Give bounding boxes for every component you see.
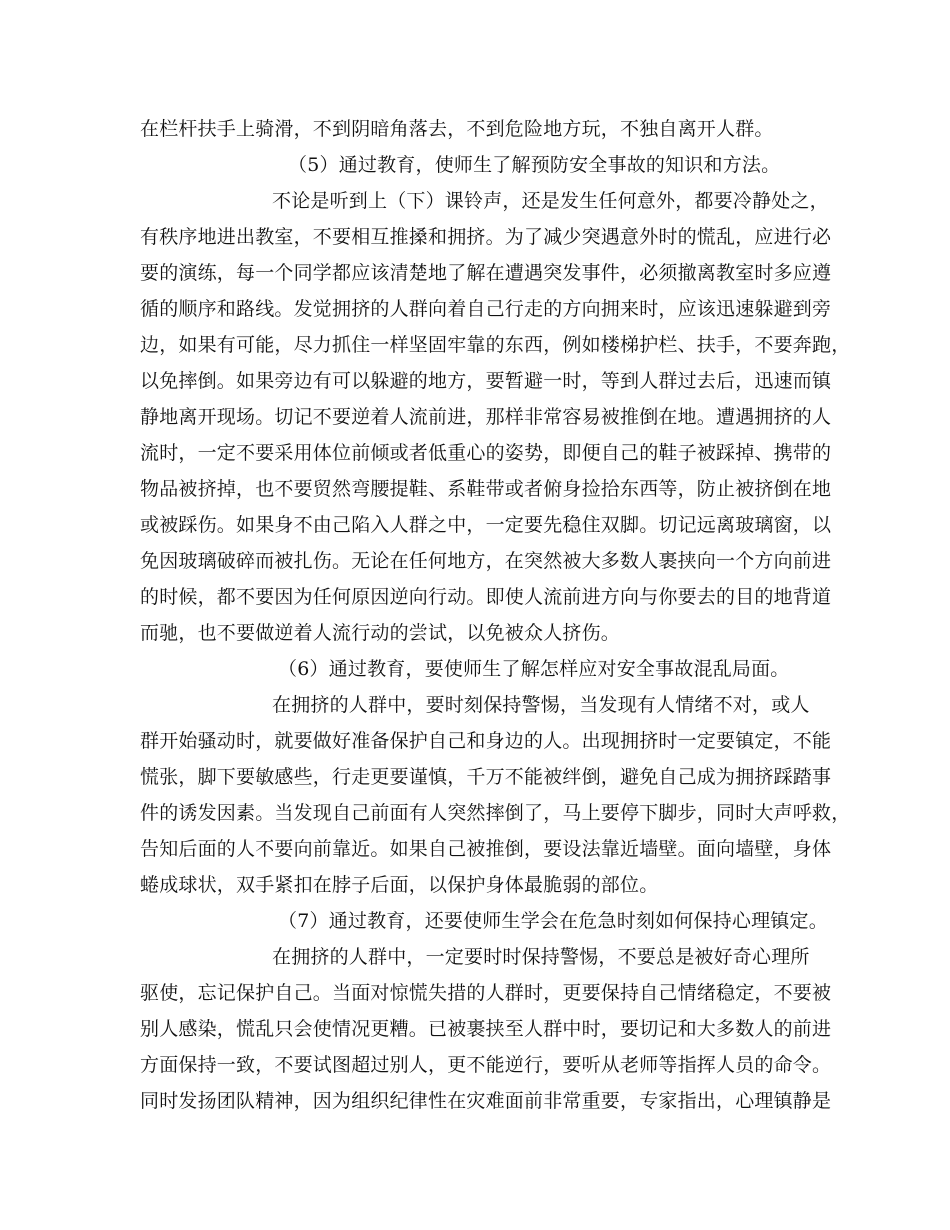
section-heading-5: （5）通过教育，使师生了解预防安全事故的知识和方法。: [288, 154, 781, 176]
text-line: 静地离开现场。切记不要逆着人流前进，那样非常容易被推倒在地。遭遇拥挤的人: [140, 406, 832, 428]
text-line: 群开始骚动时，就要做好准备保护自己和身边的人。出现拥挤时一定要镇定，不能: [140, 730, 832, 752]
text-line: 物品被挤掉，也不要贸然弯腰提鞋、系鞋带或者俯身捡拾东西等，防止被挤倒在地: [140, 478, 832, 500]
text-line: 循的顺序和路线。发觉拥挤的人群向着自己行走的方向拥来时，应该迅速躲避到旁: [140, 298, 832, 320]
text-line: 在栏杆扶手上骑滑，不到阴暗角落去，不到危险地方玩，不独自离开人群。: [140, 118, 774, 140]
text-line: 流时，一定不要采用体位前倾或者低重心的姿势，即便自己的鞋子被踩掉、携带的: [140, 442, 832, 464]
text-line: 边，如果有可能，尽力抓住一样坚固牢靠的东西，例如楼梯护栏、扶手，不要奔跑，: [140, 334, 851, 356]
text-line: 要的演练，每一个同学都应该清楚地了解在遭遇突发事件，必须撤离教室时多应遵: [140, 262, 832, 284]
text-line: 以免摔倒。如果旁边有可以躲避的地方，要暂避一时，等到人群过去后，迅速而镇: [140, 370, 832, 392]
text-line: 件的诱发因素。当发现自己前面有人突然摔倒了，马上要停下脚步，同时大声呼救，: [140, 802, 851, 824]
paragraph-first-line: 在拥挤的人群中，一定要时时保持警惕，不要总是被好奇心理所: [272, 946, 810, 968]
section-heading-7: （7）通过教育，还要使师生学会在危急时刻如何保持心理镇定。: [278, 910, 828, 932]
text-line: 同时发扬团队精神，因为组织纪律性在灾难面前非常重要，专家指出，心理镇静是: [140, 1090, 832, 1112]
text-line: 慌张，脚下要敏感些，行走更要谨慎，千万不能被绊倒，避免自己成为拥挤踩踏事: [140, 766, 832, 788]
text-line: 免因玻璃破碎而被扎伤。无论在任何地方，在突然被大多数人裹挟向一个方向前进: [140, 550, 832, 572]
text-line: 别人感染，慌乱只会使情况更糟。已被裹挟至人群中时，要切记和大多数人的前进: [140, 1018, 832, 1040]
text-line: 而驰，也不要做逆着人流行动的尝试，以免被众人挤伤。: [140, 622, 621, 644]
paragraph-first-line: 在拥挤的人群中，要时刻保持警惕，当发现有人情绪不对，或人: [272, 694, 810, 716]
text-line: 方面保持一致，不要试图超过别人，更不能逆行，要听从老师等指挥人员的命令。: [140, 1054, 832, 1076]
text-line: 的时候，都不要因为任何原因逆向行动。即使人流前进方向与你要去的目的地背道: [140, 586, 832, 608]
paragraph-first-line: 不论是听到上（下）课铃声，还是发生任何意外，都要冷静处之，: [272, 190, 829, 212]
text-line: 告知后面的人不要向前靠近。如果自己被推倒，要设法靠近墙壁。面向墙壁，身体: [140, 838, 832, 860]
text-line: 驱使，忘记保护自己。当面对惊慌失措的人群时，更要保持自己情绪稳定，不要被: [140, 982, 832, 1004]
section-heading-6: （6）通过教育，要使师生了解怎样应对安全事故混乱局面。: [278, 658, 790, 680]
text-line: 蜷成球状，双手紧扣在脖子后面，以保护身体最脆弱的部位。: [140, 874, 659, 896]
text-line: 或被踩伤。如果身不由己陷入人群之中，一定要先稳住双脚。切记远离玻璃窗，以: [140, 514, 832, 536]
text-line: 有秩序地进出教室，不要相互推搡和拥挤。为了减少突遇意外时的慌乱，应进行必: [140, 226, 832, 248]
